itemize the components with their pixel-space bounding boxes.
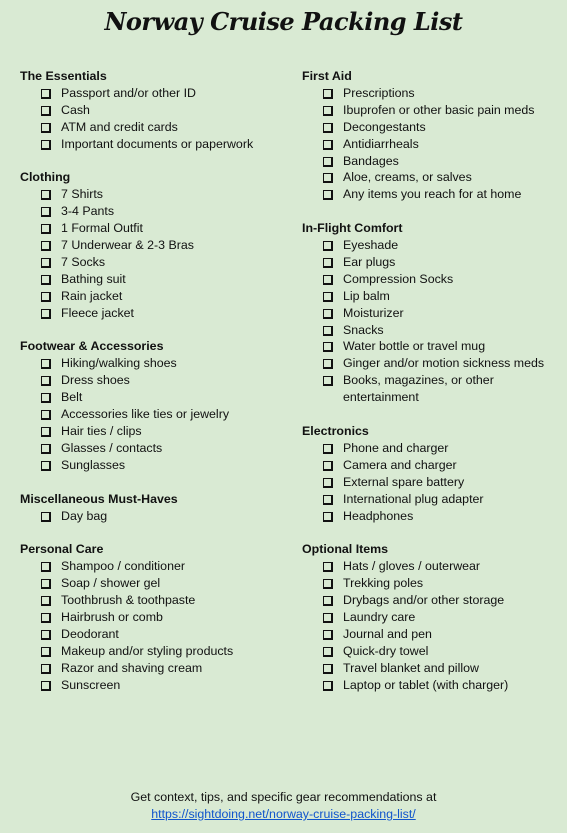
checklist-item <box>302 85 564 102</box>
checklist-item <box>20 558 290 575</box>
checklist-item <box>20 102 290 119</box>
checklist-item-label: Glasses / contacts <box>61 440 163 455</box>
checklist-item-label: Ear plugs <box>343 254 396 269</box>
checklist-item <box>302 136 564 153</box>
checklist-item <box>302 440 564 457</box>
checkbox-icon <box>323 123 333 133</box>
checklist-item-label: Laundry care <box>343 609 416 624</box>
checkbox-icon <box>323 292 333 302</box>
section-heading: The Essentials <box>20 69 107 83</box>
checkbox-icon <box>41 596 51 606</box>
checklist-item <box>20 423 290 440</box>
checkbox-icon <box>41 410 51 420</box>
checklist-item <box>302 677 564 694</box>
checklist-item-label: Day bag <box>61 508 108 523</box>
checkbox-icon <box>323 140 333 150</box>
checklist-item-label: Trekking poles <box>343 576 424 591</box>
checklist-item <box>20 136 290 153</box>
checklist-item <box>20 660 290 677</box>
checklist-item <box>20 643 290 660</box>
checklist-item <box>302 186 564 203</box>
section-in-flight-comfort <box>302 220 564 406</box>
checklist-item-label: ATM and credit cards <box>61 119 178 134</box>
checklist-item <box>302 457 564 474</box>
checkbox-icon <box>41 106 51 116</box>
checklist-item <box>302 288 564 305</box>
section-heading: Personal Care <box>20 542 104 557</box>
checkbox-icon <box>41 123 51 133</box>
checklist-item-label: Aloe, creams, or salves <box>343 170 472 185</box>
checkbox-icon <box>41 393 51 403</box>
checkbox-icon <box>323 258 333 268</box>
checklist-item <box>20 626 290 643</box>
checkbox-icon <box>41 427 51 437</box>
checklist-item <box>20 237 290 254</box>
checklist-item-label: Shampoo / conditioner <box>61 559 185 574</box>
checklist-item <box>20 355 290 372</box>
checklist-item-label: Lip balm <box>343 288 390 303</box>
checklist-item <box>20 389 290 406</box>
checkbox-icon <box>323 461 333 471</box>
checklist-item <box>302 237 564 254</box>
checkbox-icon <box>323 681 333 691</box>
checkbox-icon <box>323 444 333 454</box>
checkbox-icon <box>323 596 333 606</box>
checklist-item-label: Decongestants <box>343 119 426 134</box>
right-column <box>302 68 564 710</box>
checkbox-icon <box>41 359 51 369</box>
checklist-item <box>302 508 564 525</box>
section-heading: Clothing <box>20 170 71 185</box>
checklist-item-label: Hair ties / clips <box>61 424 142 438</box>
packing-list-link[interactable]: https://sightdoing.net/norway-cruise-packing-list/ <box>151 807 416 821</box>
checklist-item-label: International plug adapter <box>343 491 484 506</box>
checkbox-icon <box>323 613 333 623</box>
checklist-item-label: Headphones <box>343 508 414 523</box>
checklist-item <box>20 305 290 322</box>
checklist-item <box>302 355 564 372</box>
checkbox-icon <box>41 224 51 234</box>
checkbox-icon <box>323 562 333 572</box>
checkbox-icon <box>41 140 51 150</box>
checklist-item-label: Journal and pen <box>343 626 432 641</box>
checklist-item <box>302 575 564 592</box>
checkbox-icon <box>41 613 51 623</box>
section-heading: Footwear & Accessories <box>20 339 164 354</box>
checklist-item-label: Travel blanket and pillow <box>343 660 479 675</box>
section-heading: First Aid <box>302 69 352 83</box>
checklist-item-label: Ginger and/or motion sickness meds <box>343 356 545 371</box>
checklist-item-label: Bandages <box>343 153 399 168</box>
checklist-item <box>20 119 290 136</box>
checklist-item-label: Toothbrush & toothpaste <box>61 593 196 608</box>
checklist-item <box>302 491 564 508</box>
checklist-item-label: Sunglasses <box>61 457 126 472</box>
checklist-item-label: Fleece jacket <box>61 305 135 320</box>
checklist-item-label: 7 Underwear & 2-3 Bras <box>61 238 194 253</box>
checklist-item <box>20 609 290 626</box>
section-heading: In-Flight Comfort <box>302 221 403 236</box>
checkbox-icon <box>323 512 333 522</box>
checklist-item <box>302 102 564 119</box>
checkbox-icon <box>323 275 333 285</box>
section-footwear-accessories <box>20 338 290 473</box>
checklist-item <box>20 575 290 592</box>
checkbox-icon <box>323 478 333 488</box>
checkbox-icon <box>323 376 333 386</box>
checklist-item-label: Snacks <box>343 322 384 337</box>
checkbox-icon <box>323 579 333 589</box>
checkbox-icon <box>323 241 333 251</box>
checkbox-icon <box>323 664 333 674</box>
checkbox-icon <box>41 190 51 200</box>
section-first-aid <box>302 68 564 203</box>
checklist-item <box>20 254 290 271</box>
checklist-item-label: Cash <box>61 102 90 117</box>
checkbox-icon <box>323 89 333 99</box>
checklist-item <box>20 592 290 609</box>
checkbox-icon <box>41 241 51 251</box>
checklist-item-label: Dress shoes <box>61 373 130 388</box>
checklist-item <box>20 271 290 288</box>
checklist-item <box>302 338 564 355</box>
checklist-item <box>302 609 564 626</box>
section-heading: Electronics <box>302 424 369 438</box>
checklist-item <box>20 85 290 102</box>
checklist-item <box>302 305 564 322</box>
checklist-item <box>20 406 290 423</box>
checkbox-icon <box>323 342 333 352</box>
checklist-item <box>20 203 290 220</box>
checklist-item <box>20 677 290 694</box>
checklist-item <box>302 643 564 660</box>
checklist-item <box>302 322 564 339</box>
checkbox-icon <box>41 207 51 217</box>
checklist-item-label: Eyeshade <box>343 238 399 253</box>
checklist-item-label: Hiking/walking shoes <box>61 356 177 371</box>
section-personal-care <box>20 541 290 693</box>
checklist-item-label: Moisturizer <box>343 305 404 320</box>
checkbox-icon <box>41 681 51 691</box>
checkbox-icon <box>323 326 333 336</box>
checkbox-icon <box>323 630 333 640</box>
checkbox-icon <box>41 630 51 640</box>
section-the-essentials <box>20 68 290 153</box>
checklist-item-label: Important documents or paperwork <box>61 136 254 151</box>
checklist-item-label: Camera and charger <box>343 457 457 472</box>
checkbox-icon <box>41 579 51 589</box>
section-miscellaneous-must-haves <box>20 491 290 525</box>
checklist-item <box>20 457 290 474</box>
checkbox-icon <box>41 664 51 674</box>
checkbox-icon <box>41 461 51 471</box>
checklist-item-label: Makeup and/or styling products <box>61 643 234 658</box>
checklist-item <box>302 271 564 288</box>
checklist-item-label: Prescriptions <box>343 85 415 100</box>
checklist-item-label: Bathing suit <box>61 271 126 286</box>
checklist-item-label: Accessories like ties or jewelry <box>61 407 230 422</box>
checkbox-icon <box>41 512 51 522</box>
checklist-item-label: External spare battery <box>343 474 465 489</box>
checkbox-icon <box>41 275 51 285</box>
checklist-item <box>302 626 564 643</box>
checkbox-icon <box>41 89 51 99</box>
checkbox-icon <box>323 157 333 167</box>
checklist-item-label: Passport and/or other ID <box>61 85 196 100</box>
checkbox-icon <box>41 444 51 454</box>
checklist-item <box>302 372 564 406</box>
checklist-item-label: Antidiarrheals <box>343 136 419 151</box>
checklist-item <box>302 558 564 575</box>
checklist-item <box>302 660 564 677</box>
section-heading: Optional Items <box>302 542 389 557</box>
checklist-item-label: Water bottle or travel mug <box>343 339 486 354</box>
checklist-item <box>302 153 564 170</box>
checklist-item-label: Drybags and/or other storage <box>343 593 505 608</box>
checkbox-icon <box>41 376 51 386</box>
checkbox-icon <box>41 292 51 302</box>
checklist-item-label: Phone and charger <box>343 440 449 455</box>
checklist-item <box>302 119 564 136</box>
checklist-item-label: Deodorant <box>61 626 119 641</box>
checklist-item <box>20 220 290 237</box>
checkbox-icon <box>323 495 333 505</box>
checklist-item <box>20 372 290 389</box>
checklist-item-label: Ibuprofen or other basic pain meds <box>343 102 535 117</box>
checklist-item <box>302 592 564 609</box>
page-title: Norway Cruise Packing List <box>104 7 463 36</box>
section-optional-items <box>302 541 564 693</box>
checklist-item <box>20 440 290 457</box>
checklist-item <box>20 288 290 305</box>
left-column <box>20 68 290 710</box>
checklist-item-label: Sunscreen <box>61 677 121 692</box>
checklist-item-label: 1 Formal Outfit <box>61 221 143 236</box>
checklist-item-label: 7 Shirts <box>61 187 104 202</box>
checklist-item-label: Soap / shower gel <box>61 576 161 591</box>
checkbox-icon <box>323 173 333 183</box>
section-electronics <box>302 423 564 524</box>
footer-text: Get context, tips, and specific gear recommendations at <box>130 790 437 804</box>
section-clothing <box>20 169 290 321</box>
checkbox-icon <box>323 359 333 369</box>
checklist-item <box>302 254 564 271</box>
footer <box>0 789 567 823</box>
checklist-item-label: 3-4 Pants <box>61 204 115 219</box>
checklist-item-label: 7 Socks <box>61 254 106 269</box>
checklist-item-label: Razor and shaving cream <box>61 660 203 675</box>
section-heading: Miscellaneous Must-Haves <box>20 491 178 506</box>
checklist-item <box>302 474 564 491</box>
checklist-item-label: Belt <box>61 390 83 405</box>
checklist-item-label: Quick-dry towel <box>343 643 429 658</box>
checklist-item <box>20 508 290 525</box>
checkbox-icon <box>41 309 51 319</box>
checkbox-icon <box>323 647 333 657</box>
checklist-item-label: Hairbrush or comb <box>61 609 163 624</box>
checkbox-icon <box>41 647 51 657</box>
checklist-item-label: Hats / gloves / outerwear <box>343 559 481 574</box>
checklist-item <box>302 169 564 186</box>
checkbox-icon <box>41 562 51 572</box>
checkbox-icon <box>323 190 333 200</box>
checkbox-icon <box>323 106 333 116</box>
checklist-item-label: Compression Socks <box>343 271 454 286</box>
checklist-item-label: Rain jacket <box>61 288 123 303</box>
checkbox-icon <box>323 309 333 319</box>
checkbox-icon <box>41 258 51 268</box>
checklist-item <box>20 186 290 203</box>
checklist-item-label: Any items you reach for at home <box>343 187 522 202</box>
checklist-item-label: Books, magazines, or other entertainment <box>343 373 494 405</box>
checklist-item-label: Laptop or tablet (with charger) <box>343 677 509 692</box>
